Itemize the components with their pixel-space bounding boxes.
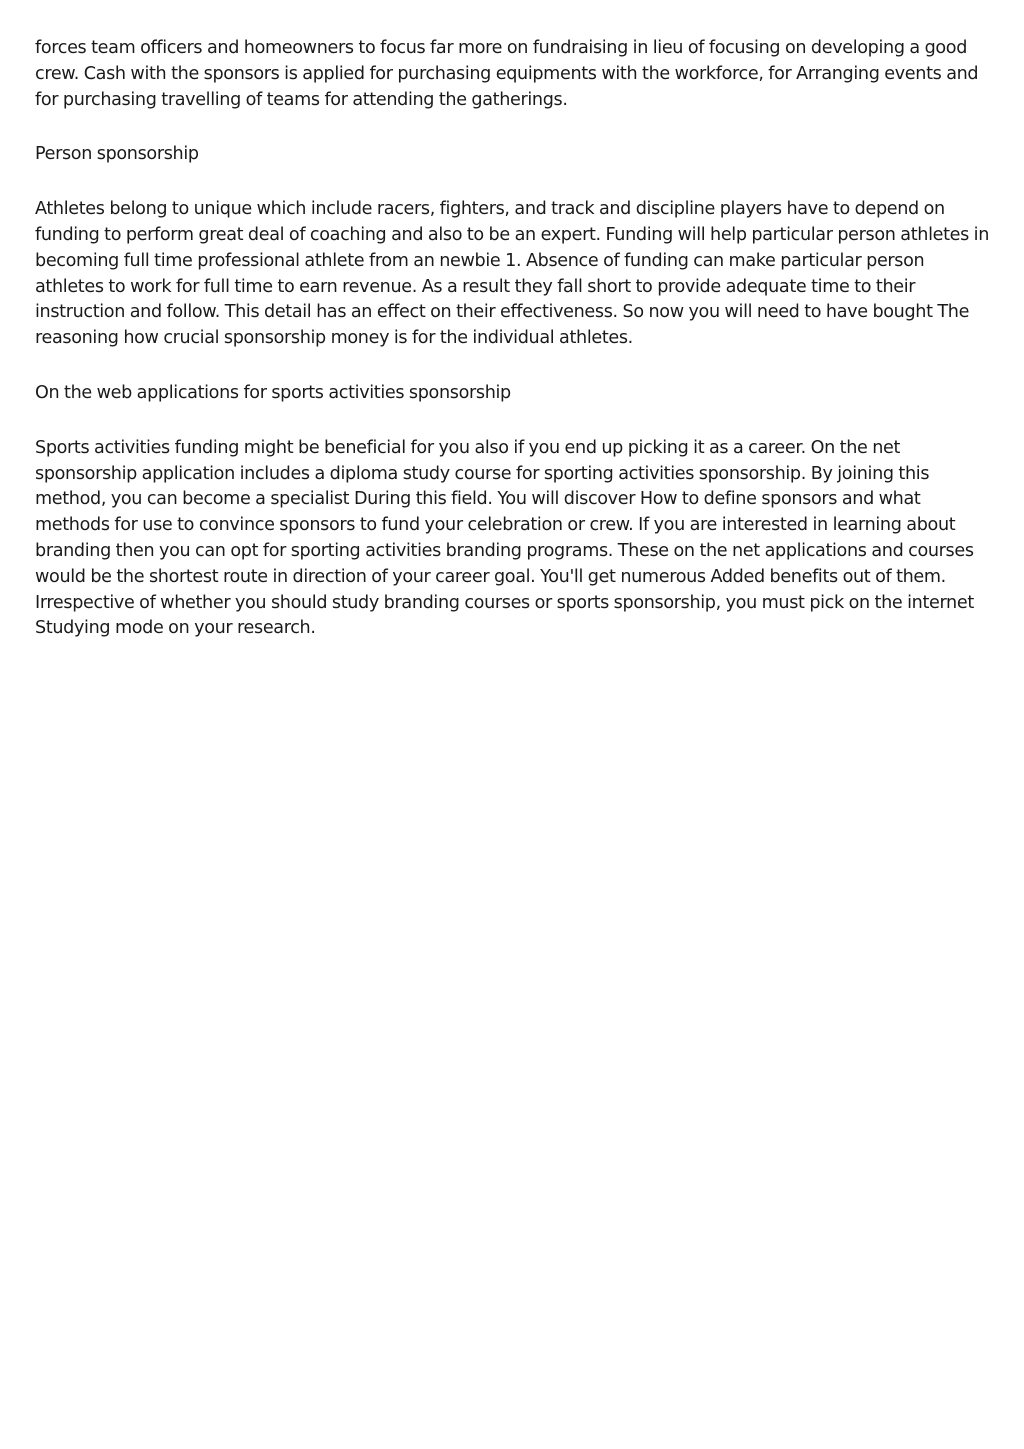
- heading-online-applications: On the web applications for sports activities sponsorship: [35, 382, 511, 403]
- paragraph-intro: forces team officers and homeowners to focus far more on fundraising in lieu of focusing on developing a good crew. Cash with the sponsors is applied for purchasing equipments with the workforce, for Arranging events and for purchasing travelling of teams for attending the gatherings.: [35, 38, 979, 110]
- paragraph-sports-funding: Sports activities funding might be beneficial for you also if you end up picking it as a career. On the net sponsorship application includes a diploma study course for sporting activities sponsorship. By joining this method, you can become a specialist During this field. You will discover How to define sponsors and what methods for use to convince sponsors to fund your celebration or crew. If you are interested in learning about branding then you can opt for sporting activities branding programs. These on the net applications and courses would be the shortest route in direction of your career goal. You'll get numerous Added benefits out of them. Irrespective of whether you should study branding courses or sports sponsorship, you must pick on the internet Studying mode on your research.: [35, 437, 974, 639]
- document-body: [35, 36, 995, 671]
- paragraph-athletes: Athletes belong to unique which include racers, fighters, and track and discipline players have to depend on funding to perform great deal of coaching and also to be an expert. Funding will help particular person athletes in becoming full time professional athlete from an newbie 1. Absence of funding can make particular person athletes to work for full time to earn revenue. As a result they fall short to provide adequate time to their instruction and follow. This detail has an effect on their effectiveness. So now you will need to have bought The reasoning how crucial sponsorship money is for the individual athletes.: [35, 199, 989, 349]
- heading-person-sponsorship: Person sponsorship: [35, 144, 199, 165]
